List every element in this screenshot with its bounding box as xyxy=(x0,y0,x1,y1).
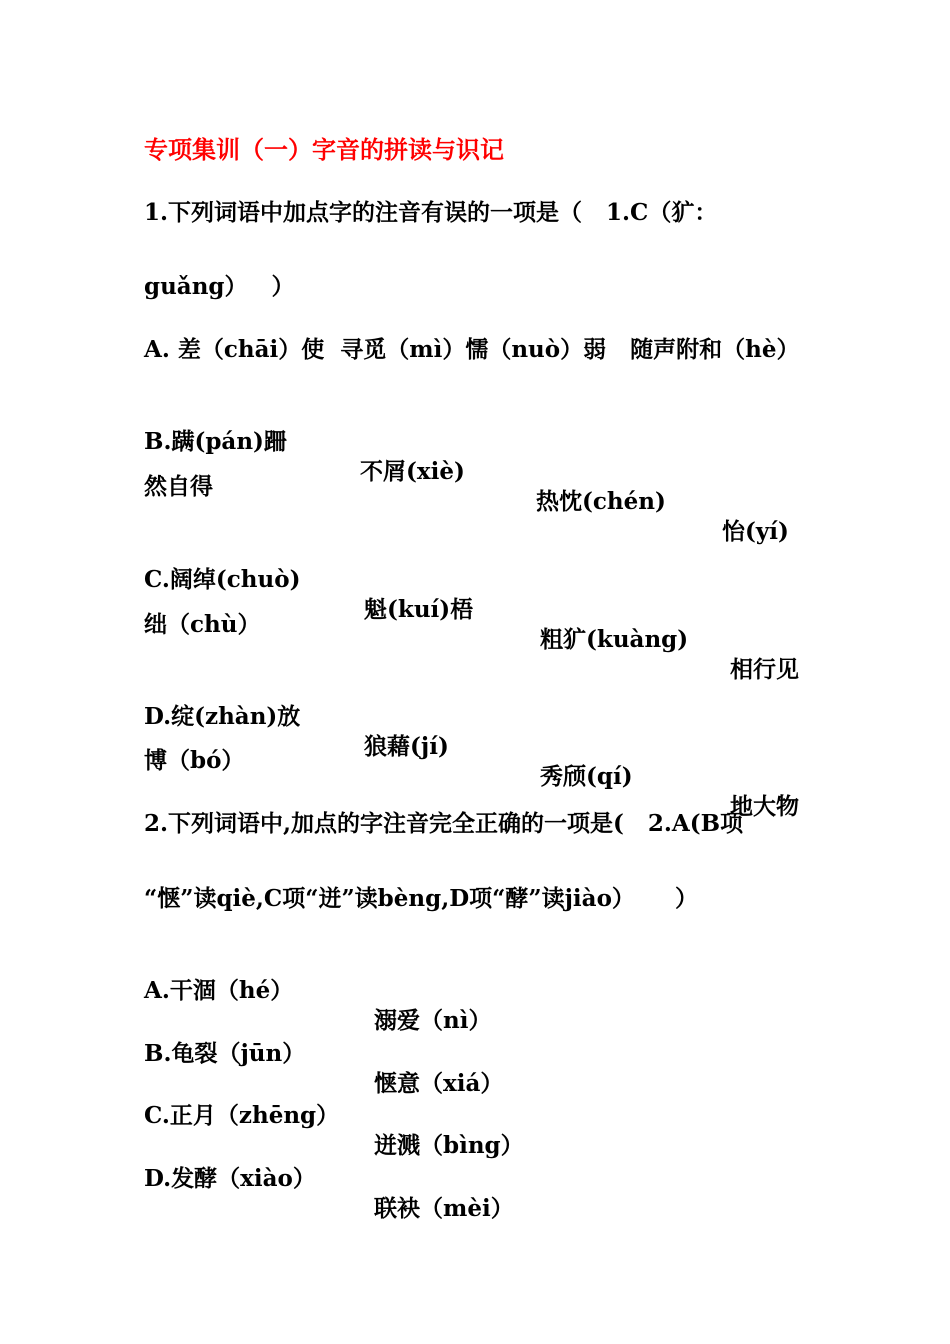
question-1-option-d-continuation: 博（bó） xyxy=(144,747,245,774)
question-2-stem-line-2: “惬”读qiè,C项“迸”读bèng,D项“酵”读jiào） ） xyxy=(144,885,698,912)
q2-option-c-item-2: 迸溅（bìng） xyxy=(374,1132,524,1159)
option-b-item-3: 热忱(chén) xyxy=(536,488,666,515)
option-d-item-4: 地大物 xyxy=(730,793,799,820)
option-b-item-2: 不屑(xiè) xyxy=(360,458,465,485)
option-c-item-1: C.阔绰(chuò) xyxy=(144,566,301,593)
question-2-option-d xyxy=(0,1134,950,1254)
question-1-option-b-continuation: 然自得 xyxy=(144,473,213,500)
option-d-item-1: D.绽(zhàn)放 xyxy=(144,703,301,730)
option-d-item-2: 狼藉(jí) xyxy=(364,733,449,760)
q2-option-b-item-2: 惬意（xiá） xyxy=(374,1070,504,1097)
option-c-item-2: 魁(kuí)梧 xyxy=(364,596,474,623)
q2-option-b-item-1: B.龟裂（jūn） xyxy=(144,1040,306,1067)
question-1-stem-line-2: guǎng） ） xyxy=(144,273,295,300)
q2-option-c-item-1: C.正月（zhēng） xyxy=(144,1102,340,1129)
option-b-item-1: B.蹒(pán)跚 xyxy=(144,428,287,455)
option-c-item-4: 相行见 xyxy=(730,656,799,683)
q2-option-a-item-2: 溺爱（nì） xyxy=(374,1007,492,1034)
option-d-item-3: 秀颀(qí) xyxy=(540,763,633,790)
page-title: 专项集训（一）字音的拼读与识记 xyxy=(144,135,504,164)
question-1-option-a: A. 差（chāi）使 寻觅（mì）懦（nuò）弱 随声附和（hè） xyxy=(144,336,800,363)
q2-option-a-item-1: A.干涸（hé） xyxy=(144,977,294,1004)
q2-option-d-item-1: D.发酵（xiào） xyxy=(144,1165,316,1192)
option-c-item-3: 粗犷(kuàng) xyxy=(540,626,689,653)
question-1-stem-line-1: 1.下列词语中加点字的注音有误的一项是（ 1.C（犷： xyxy=(144,199,718,226)
q2-option-d-item-2: 联袂（mèi） xyxy=(374,1195,514,1222)
question-1-option-c-continuation: 绌（chù） xyxy=(144,611,261,638)
question-2-stem-line-1: 2.下列词语中,加点的字注音完全正确的一项是( 2.A(B项 xyxy=(144,810,744,837)
option-b-item-4: 怡(yí) xyxy=(722,518,789,545)
